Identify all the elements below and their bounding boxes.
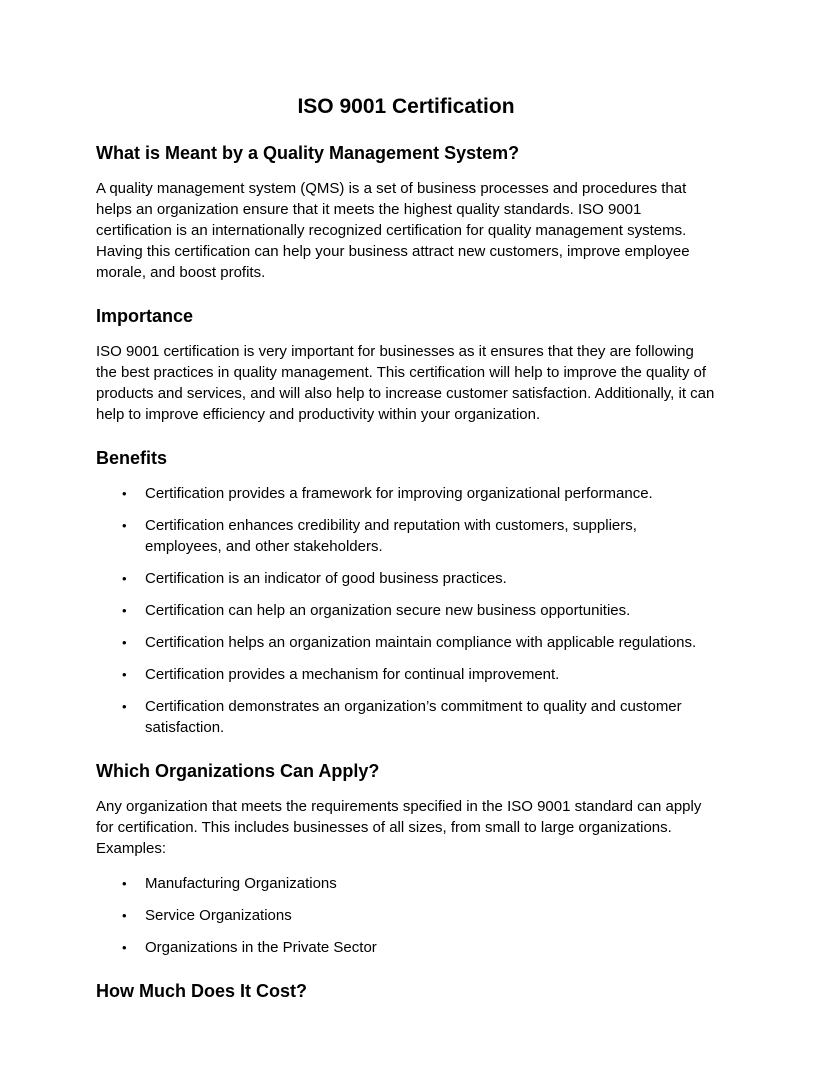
list-item-text: Certification provides a mechanism for continual improvement.	[145, 666, 560, 683]
list-item-text: Certification can help an organization secure new business opportunities.	[145, 602, 631, 619]
list-item	[120, 905, 716, 926]
list-item	[120, 937, 716, 958]
bullet-icon: •	[122, 940, 127, 955]
document-title: ISO 9001 Certification	[297, 95, 515, 118]
section-heading-benefits: Benefits	[96, 448, 168, 468]
list-item-text: Certification enhances credibility and reputation with customers, suppliers, employees, and other stakeholders.	[145, 517, 637, 555]
bullet-icon: •	[122, 667, 127, 682]
benefits-list	[120, 483, 716, 738]
bullet-icon: •	[122, 571, 127, 586]
paragraph-qms: A quality management system (QMS) is a set of business processes and procedures that helps an organization ensure that it meets the highest quality standards. ISO 9001 certification is an internationally recognized certification for quality management systems. Having this certification can help your business attract new customers, improve employee morale, and boost profits.	[96, 180, 690, 281]
list-item	[120, 632, 716, 653]
list-item	[120, 600, 716, 621]
bullet-icon: •	[122, 699, 127, 714]
list-item	[120, 696, 716, 738]
list-item-text: Manufacturing Organizations	[145, 875, 337, 892]
bullet-icon: •	[122, 603, 127, 618]
bullet-icon: •	[122, 518, 127, 533]
organizations-list	[120, 873, 716, 958]
list-item-text: Certification helps an organization maintain compliance with applicable regulations.	[145, 634, 697, 651]
section-heading-qms: What is Meant by a Quality Management System?	[96, 143, 520, 163]
list-item	[120, 483, 716, 504]
paragraph-importance: ISO 9001 certification is very important for businesses as it ensures that they are following the best practices in quality management. This certification will help to improve the quality of products and services, and will also help to increase customer satisfaction. Additionally, it can help to improve efficiency and productivity within your organization.	[96, 343, 715, 423]
bullet-icon: •	[122, 635, 127, 650]
section-heading-cost: How Much Does It Cost?	[96, 981, 307, 1001]
list-item	[120, 568, 716, 589]
section-heading-which-organizations: Which Organizations Can Apply?	[96, 761, 380, 781]
list-item-text: Certification is an indicator of good business practices.	[145, 570, 507, 587]
paragraph-which-organizations: Any organization that meets the requirements specified in the ISO 9001 standard can apply for certification. This includes businesses of all sizes, from small to large organizations. Examples:	[96, 798, 702, 857]
section-heading-importance: Importance	[96, 306, 194, 326]
list-item	[120, 664, 716, 685]
list-item-text: Organizations in the Private Sector	[145, 939, 377, 956]
list-item-text: Certification demonstrates an organization’s commitment to quality and customer satisfaction.	[145, 698, 682, 736]
list-item	[120, 873, 716, 894]
bullet-icon: •	[122, 486, 127, 501]
bullet-icon: •	[122, 908, 127, 923]
list-item-text: Service Organizations	[145, 907, 292, 924]
bullet-icon: •	[122, 876, 127, 891]
list-item-text: Certification provides a framework for improving organizational performance.	[145, 485, 653, 502]
list-item	[120, 515, 716, 557]
